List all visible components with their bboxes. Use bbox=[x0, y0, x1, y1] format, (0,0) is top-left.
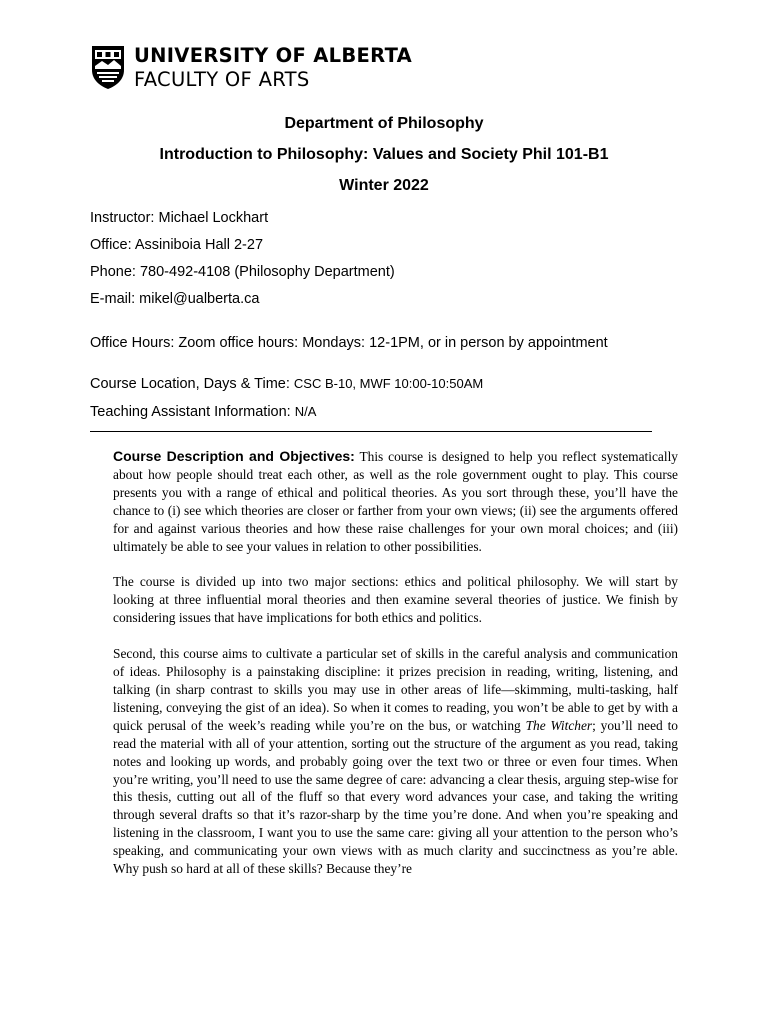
course-description bbox=[113, 448, 678, 896]
skills-text-b: ; you’ll need to read the material with all of your attention, sorting out the structure of the argument as you read, taking notes and looking up words, and probably going over the text two or three or even four times. When you’re writing, you’ll need to use the same degree of care: advancing a clear thesis, arguing step-wise for this thesis, cutting out all of the fluff so that every word advances your case, and taking the writing through several drafts so that it’s razor-sharp by the time you’re done. And when you’re speaking and listening in the classroom, I want you to use the same care: giving all your attention to the person who’s speaking, and communicating your own views with as much clarity and succinctness as you’re able. Why push so hard at all of these skills? Because they’re bbox=[113, 717, 678, 877]
university-crest-icon bbox=[90, 44, 126, 90]
objectives-text: This course is designed to help you reflect systematically about how people should treat each other, as well as the role government ought to play. This course presents you with a range of ethical and political theories. As you sort through these, you’ll have the chance to (i) see which theories are closer or farther from your own views; (ii) see the arguments offered for and against various theories and how these raise challenges for your own moral choices; and (iii) ultimately be able to see your values in relation to other possibilities. bbox=[113, 449, 678, 554]
ta-line bbox=[90, 398, 608, 426]
course-title: Introduction to Philosophy: Values and Society Phil 101-B1 bbox=[159, 146, 609, 163]
paragraph-sections: The course is divided up into two major sections: ethics and political philosophy. We will start by looking at three influential moral theories and then examine several theories of justice. We finish by considering issues that have implications for both ethics and politics. bbox=[113, 574, 678, 626]
location-line bbox=[90, 370, 608, 398]
ta-label: Teaching Assistant Information: bbox=[90, 404, 291, 420]
office-hours-line: Office Hours: Zoom office hours: Mondays: 12-1PM, or in person by appointment bbox=[90, 335, 608, 351]
paragraph-objectives bbox=[113, 448, 678, 555]
course-titles bbox=[0, 113, 768, 206]
objectives-heading: Course Description and Objectives: bbox=[113, 448, 355, 464]
department-title: Department of Philosophy bbox=[284, 115, 484, 132]
paragraph-skills bbox=[113, 645, 678, 878]
section-divider bbox=[90, 431, 652, 432]
location-value: CSC B-10, MWF 10:00-10:50AM bbox=[293, 376, 484, 391]
course-info bbox=[90, 205, 608, 426]
faculty-name: FACULTY OF ARTS bbox=[134, 67, 310, 91]
phone-line: Phone: 780-492-4108 (Philosophy Department) bbox=[90, 264, 395, 280]
skills-text-a: Second, this course aims to cultivate a particular set of skills in the careful analysis and communication of ideas. Philosophy is a painstaking discipline: it prizes precision in reading, writing, listening, and talking (in sharp contrast to skills you may use in other areas of life—skimming, multi-tasking, half listening, conveying the gist of an idea). So when it comes to reading, you won’t be able to get by with a quick perusal of the week’s reading while you’re on the bus, or watching bbox=[113, 646, 678, 733]
instructor-line: Instructor: Michael Lockhart bbox=[90, 210, 269, 226]
skills-italic-title: The Witcher bbox=[525, 717, 593, 733]
office-line: Office: Assiniboia Hall 2-27 bbox=[90, 237, 264, 253]
term-title: Winter 2022 bbox=[339, 177, 429, 194]
email-line: E-mail: mikel@ualberta.ca bbox=[90, 291, 260, 307]
university-name: UNIVERSITY OF ALBERTA bbox=[134, 44, 413, 67]
university-logo bbox=[90, 44, 412, 90]
location-label: Course Location, Days & Time: bbox=[90, 376, 290, 392]
ta-value: N/A bbox=[294, 404, 317, 419]
